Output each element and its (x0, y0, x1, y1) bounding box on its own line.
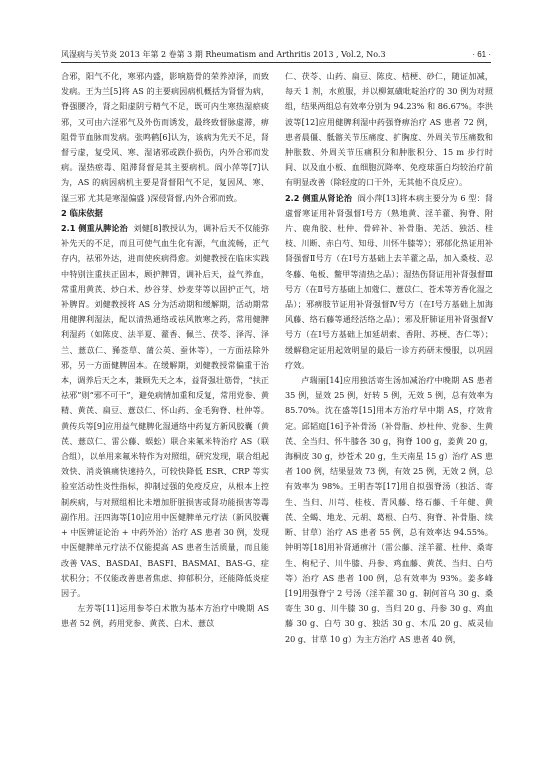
page-number: · 61 · (472, 50, 491, 59)
paragraph-zuo-fang: 左芳等[11]运用参苓白术散为基本方治疗中晚期 AS 患者 52 例，药用党参、黄芪、白术、薏苡 (61, 603, 269, 629)
paragraph-continuation: 仁、茯苓、山药、扁豆、陈皮、桔梗、砂仁，随证加减，每天 1 剂，水煎服，并以柳氮磺吡啶治疗的 30 例为对照组，结果两组总有效率分别为 94.23% 和 86.67%。李洪波等[12]应用健脾利湿中药强脊痹治疗 AS 患者 72 例，患者晨僵、骶髂关节压痛度、扩胸度、外周关节压痛数和肿胀数、外周关节压痛积分和肿胀积分、15 m 步行时间、以及血小板、血细胞沉降率、免疫球蛋白均较治疗前有明显改善（除轻度的口干外，无其他不良反应）。 (285, 71, 493, 188)
subsection-body-spleen: 刘健[8]教授认为，调补后天不仅能弥补先天的不足，而且可使气血生化有源，气血流畅，正气存内，祛邪外达，进而使疾病得愈。刘健教授在临床实践中特别注重扶正固本，顾护脾胃，调补后天，益气养血，常重用黄芪、炒白术、炒谷芽、炒麦芽等以固护正气，培补脾胃。刘健教授将 AS 分为活动期和缓解期，活动期常用健脾利湿法，配以清热通络或祛风散寒之药，常用健脾利湿药（如陈皮、法半夏、藿香、佩兰、茯苓、泽泻、泽兰、薏苡仁、豨莶草、蒲公英、蚕休等），一方面祛除外邪，另一方面健脾固本。在缓解期，刘健教授常偏重于治本，调养后天之本，兼顾先天之本，益肾强壮筋骨，“扶正祛邪”则“邪不可干”，避免病情加重和反复，常用党参、黄精、黄芪、扁豆、薏苡仁、怀山药、金毛狗脊、杜仲等。黄传兵等[9]应用益气健脾化湿通络中药复方新风胶囊（黄芪、薏苡仁、雷公藤、蜈蚣）联合来氟米特治疗 AS（联合组），以单用来氟米特作为对照组，研究发现，联合组起效快、消炎镇痛快速持久，可较快降低 ESR、CRP 等实验室活动性炎性指标，抑制过强的免疫反应，从根本上控制疾病，与对照组相比未增加肝脏损害或肾功能损害等毒副作用。汪四海等[10]应用中医健脾单元疗法（新风胶囊 + 中医辨证论治 + 中药外治）治疗 AS 患者 30 例，发现中医健脾单元疗法不仅能提高 AS 患者生活质量，而且能改善 VAS、BASDAI、BASFI、BASMAI、BAS-G、症状积分；不仅能改善患者焦虑、抑郁积分，还能降低炎症因子。 (61, 223, 269, 598)
journal-citation: 风湿病与关节炎 2013 年第 2 卷第 3 期 Rheumatism and Arthritis 2013 , Vol.2, No.3 (61, 50, 386, 59)
paragraph-formulas: 卢瑞丽[14]应用独活寄生汤加减治疗中晚期 AS 患者 35 例，显效 25 例，好转 5 例，无效 5 例，总有效率为 85.70%。沈在盛等[15]用本方治疗早中期 AS，疗效肯定。邱韬庭[16]予补骨汤（补骨脂、炒杜仲、党参、生黄芪、全当归、怀牛膝各 30 g，狗脊 100 g，姜黄 20 g，海桐皮 30 g，炒苍术 20 g，生天南星 15 g）治疗 AS 患者 100 例，结果显效 73 例，有效 25 例，无效 2 例，总有效率为 98%。王明杏等[17]用自拟强脊汤（独活、寄生、当归、川芎、桂枝、青风藤、络石藤、千年健、黄芪、全蝎、地龙、元胡、葛根、白芍、狗脊、补骨脂、续断、甘草）治疗 AS 患者 55 例，总有效率达 94.55%。钟明等[18]用补肾通痹汁（雷公藤、淫羊藿、杜仲、桑寄生、枸杞子、川牛膝、丹参、鸡血藤、黄芪、当归、白芍等）治疗 AS 患者 100 例，总有效率为 93%。姜多峰[19]用强脊宁 2 号汤（淫羊藿 30 g、制何首乌 30 g、桑寄生 30 g、川牛膝 30 g、当归 20 g、丹参 30 g、鸡血藤 30 g、白芍 30 g、独活 30 g、木瓜 20 g、威灵仙 20 g、甘草 10 g）为主方治疗 AS 患者 40 例， (285, 375, 493, 644)
subsection-heading-spleen: 2.1 侧重从脾论治 (61, 223, 128, 234)
subsection-body-kidney: 阎小萍[13]将本病主要分为 6 型：肾虚督寒证用补肾强督Ⅰ号方（熟地黄、淫羊藿、狗脊、附片、鹿角胶、杜仲、骨碎补、补骨脂、羌活、独活、桂枝、川断、赤白芍、知母、川怀牛膝等）；邪郁化热证用补肾强督Ⅱ号方（在Ⅰ号方基础上去羊藿之品，加入桑枝、忍冬藤、龟板、鳖甲等清热之品）；湿热伤肾证用补肾强督Ⅲ号方（在Ⅱ号方基础上加蔻仁、薏苡仁、苍术等芳香化湿之品）；邪痹肢节证用补肾强督Ⅳ号方（在Ⅰ号方基础上加海风藤、络石藤等通经活络之品）；邪及肝肺证用补肾强督Ⅴ号方（在Ⅰ号方基础上加延胡索、香附、苏梗、杏仁等）；缓解稳定证用起效明显的最后一诊方药研末慢服，以巩固疗效。 (285, 192, 493, 370)
left-column (61, 69, 269, 739)
paragraph-pathogenesis: 合邪，阳气不化，寒邪内盛，影响筋骨的荣养淖泽，而致发病。王为兰[5]将 AS 的主要病因病机概括为肾督为病，脊强腰冷，肾之阳虚阴亏精气不足，既可内生寒热湿瘀痰邪，又可由六淫邪气及外伤而诱发，最终致督脉虚滞，痹阻骨节血脉而发病。张鸣鹤[6]认为，该病为先天不足，肾督亏虚，复受风、寒、湿诸邪或跌仆损伤，内外合邪而发病。湿热瘀毒、阻滞肾督是其主要病机。阎小萍等[7]认为，AS 的病因病机主要是肾督阳气不足，复因风、寒、湿三邪 尤其是寒湿偏盛 )深侵肾督,内外合邪而致。 (61, 71, 269, 203)
subsection-heading-kidney: 2.2 侧重从肾论治 (285, 192, 353, 203)
section-heading-clinical-basis: 2 临床依据 (61, 207, 103, 218)
running-header (61, 48, 491, 63)
right-column (285, 69, 493, 739)
